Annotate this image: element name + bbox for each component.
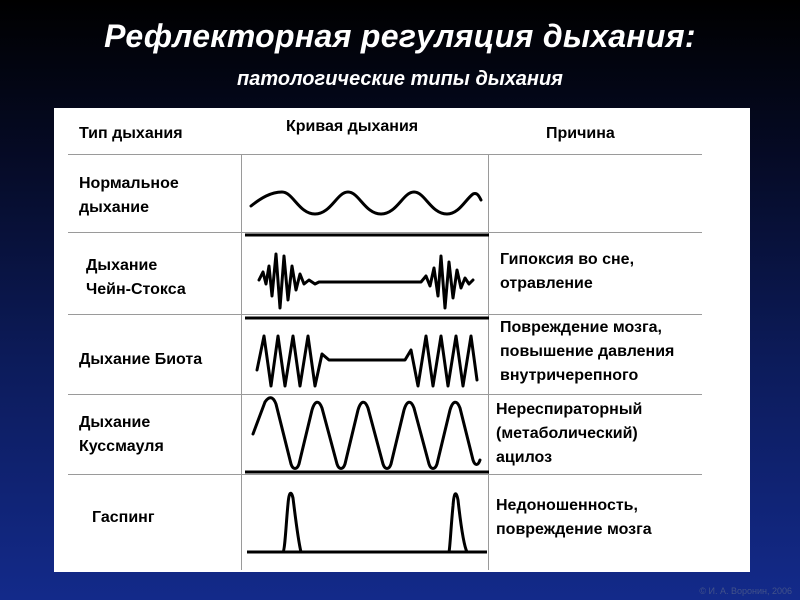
header-type: Тип дыхания [79, 125, 183, 142]
slide-subtitle: патологические типы дыхания [237, 68, 563, 90]
cheyne-stokes-wave-icon [245, 232, 489, 312]
slide-title: Рефлекторная регуляция дыхания: [104, 18, 696, 54]
breathing-types-table [54, 108, 750, 572]
row-cause-cheyne-stokes: Гипоксия во сне, отравление [500, 251, 635, 292]
row-cause-kussmaul: Нереспираторный (метаболический) ацилоз [496, 401, 643, 466]
row-cause-gasping: Недоношенность, повреждение мозга [496, 497, 652, 538]
normal-breathing-wave-icon [245, 154, 489, 234]
row-type-gasping: Гаспинг [92, 509, 155, 526]
row-type-cheyne-stokes: Дыхание Чейн-Стокса [86, 257, 186, 298]
row-type-biot: Дыхание Биота [79, 351, 203, 368]
kussmaul-wave-icon [245, 394, 489, 474]
row-cause-biot: Повреждение мозга, повышение давления внутричерепного [500, 319, 675, 384]
row-type-kussmaul: Дыхание Куссмауля [79, 414, 164, 455]
column-divider-left [241, 154, 242, 570]
header-cause: Причина [546, 125, 615, 142]
biot-wave-icon [245, 314, 489, 394]
copyright-note: © И. А. Воронин, 2006 [699, 586, 792, 596]
row-type-normal: Нормальное дыхание [79, 175, 179, 216]
header-curve: Кривая дыхания [286, 118, 419, 135]
gasping-wave-icon [245, 474, 489, 554]
